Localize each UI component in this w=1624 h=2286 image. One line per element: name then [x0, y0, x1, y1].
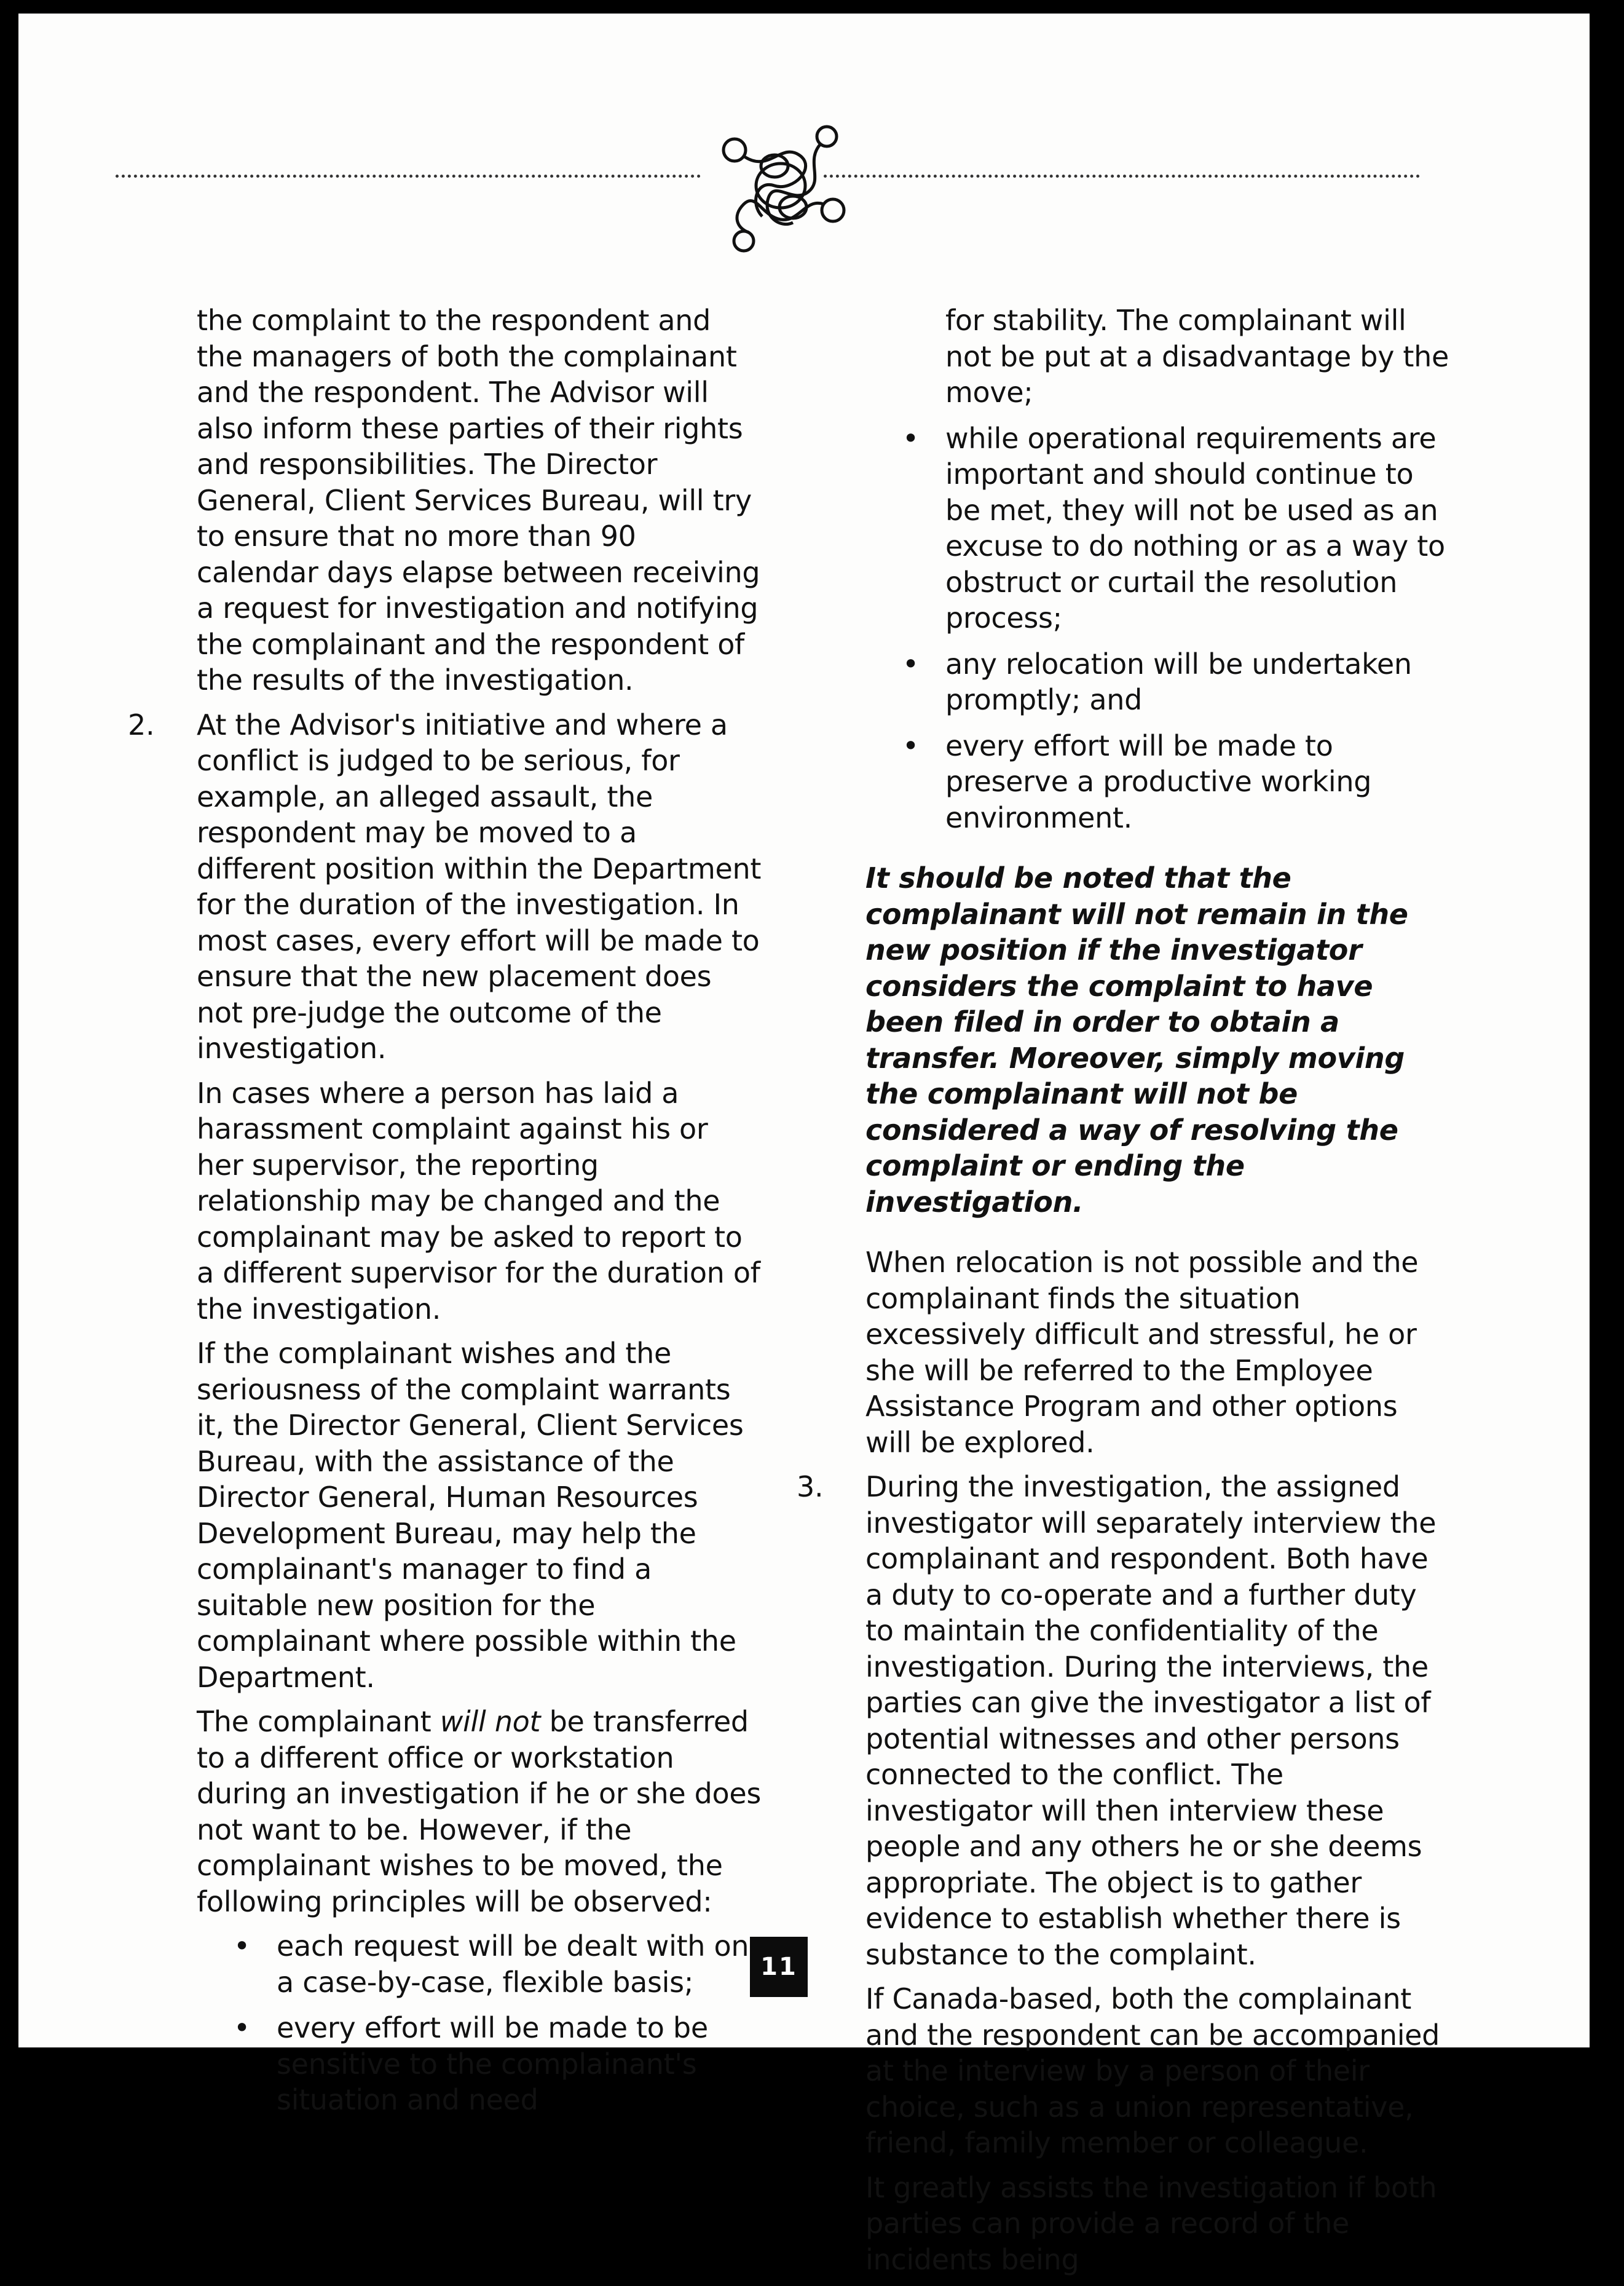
numbered-item-3 [797, 1469, 1449, 1972]
paragraph: the complaint to the respondent and the managers of both the complainant and the respondent. The Advisor will also inform these parties of their rights and responsibilities. The Director General, Client Services Bureau, will try to ensure that no more than 90 calendar days elapse between receiving a request for investigation and notifying the complainant and the respondent of the results of the investigation. [197, 304, 760, 697]
left-column [128, 303, 762, 2128]
item-number: 2. [128, 708, 155, 742]
list-item: • every effort will be made to preserve a productive working environment. [865, 728, 1449, 836]
header-dotted-rule-left [116, 175, 701, 178]
item-text: During the investigation, the assigned investigator will separately interview the complainant and respondent. Both have a duty to co-operate and a further duty to maintain the confidentiality of the investigation. During the interviews, the parties can give the investigator a list of potential witnesses and other persons connected to the conflict. The investigator will then interview these people and any others he or she deems appropriate. The object is to gather evidence to establish whether there is substance to the complaint. [865, 1470, 1437, 1971]
paragraph: In cases where a person has laid a harassment complaint against his or her supervisor, the reporting relationship may be changed and the complainant may be asked to report to a different supervisor for the duration of the investigation. [197, 1076, 760, 1326]
paragraph: If Canada-based, both the complainant and the respondent can be accompanied at the interview by a person of their choice, such as a union representative, friend, family member or colleague. [865, 1982, 1440, 2159]
principles-list [197, 1928, 762, 2118]
list-item: • each request will be dealt with on a case-by-case, flexible basis; [197, 1928, 762, 2000]
emphasized-note: It should be noted that the complainant will not remain in the new position if the investigator considers the complaint to have been filed in order to obtain a transfer. Moreover, simply moving the complainant will not be considered a way of resolving the complaint or ending the investigation. [865, 861, 1408, 1219]
item-text: At the Advisor's initiative and where a conflict is judged to be serious, for example, an alleged assault, the respondent may be moved to a different position within the Department for the duration of the investigation. In most cases, every effort will be made to ensure that the new placement does not pre-judge the outcome of the investigation. [197, 708, 762, 1065]
paragraph: If the complainant wishes and the seriousness of the complaint warrants it, the Director General, Client Services Bureau, with the assistance of the Director General, Human Resources Development Bureau, may help the complainant's manager to find a suitable new position for the complainant where possible within the Department. [197, 1337, 744, 1694]
numbered-item-2 [128, 707, 762, 1067]
document-page [18, 14, 1590, 2276]
header-dotted-rule-right [824, 175, 1420, 178]
emphasis-text: will not [440, 1705, 541, 1738]
text-run: The complainant [197, 1705, 440, 1738]
list-item-continuation: for stability. The complainant will not be put at a disadvantage by the move; [945, 304, 1449, 409]
paragraph: When relocation is not possible and the complainant finds the situation excessively difficult and stressful, he or she will be referred to the Employee Assistance Program and other options will be explored. [865, 1246, 1419, 1459]
paragraph: It greatly assists the investigation if both parties can provide a record of the incidents being [865, 2170, 1437, 2276]
knot-ornament-icon [701, 118, 848, 259]
principles-list-continued [865, 303, 1449, 836]
list-item: • every effort will be made to be sensitive to the complainant's situation and need [197, 2010, 762, 2118]
item-number: 3. [797, 1470, 824, 1503]
list-item: • any relocation will be undertaken promptly; and [865, 646, 1449, 718]
list-item: • while operational requirements are important and should continue to be met, they will not be used as an excuse to do nothing or as a way to obstruct or curtail the resolution process; [865, 421, 1449, 636]
text-run: be transferred to a different office or workstation during an investigation if he or she does not want to be. However, if the complainant wishes to be moved, the following principles will be observed: [197, 1705, 762, 1918]
right-column [797, 303, 1449, 2286]
paragraph [197, 1704, 762, 1920]
page-number: 11 [750, 1937, 808, 1997]
